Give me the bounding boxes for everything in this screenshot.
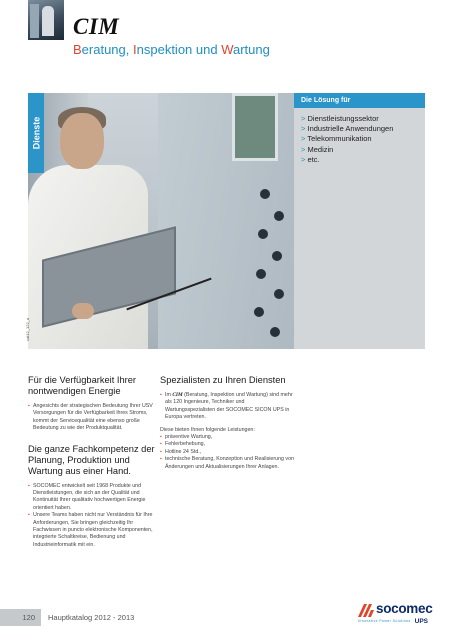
solution-box [294, 93, 425, 349]
logo-ups: UPS [414, 618, 428, 625]
section-tab-label: Dienste [31, 116, 42, 150]
subtitle-initial-b: B [73, 42, 82, 57]
section-tab-dienste [28, 93, 44, 173]
arrow-marker-icon: > [301, 154, 306, 164]
solution-heading: Die Lösung für [294, 93, 425, 108]
page-subtitle [73, 42, 270, 57]
solution-list [294, 114, 425, 165]
list-item: ▪ Unsere Teams haben nicht nur Verständnis für Ihre Anforderungen, Sie bringen gleichzeitig Ihr Fachwissen in puncto elektronische Komponenten, integrierte Schaltkreise, Bedienung und Industrieinformatik mit ein. [28, 512, 156, 549]
hero-photo [25, 93, 294, 349]
specialists-list [160, 392, 295, 422]
logo-tagline: Innovative Power Solutions [358, 619, 411, 623]
list-item: ▪ Im CIM (Beratung, Inspektion und Wartung) sind mehr als 120 Ingenieure, Techniker und Wartungsspezialisten der SOCOMEC SICON UPS in Europa vertreten. [160, 392, 295, 422]
heading-competence: Die ganze Fachkompetenz der Planung, Produktion und Wartung aus einer Hand. [28, 443, 155, 476]
list-item: ▪ Hotline 24 Std., [160, 449, 295, 456]
socomec-logo-icon [358, 604, 374, 617]
heading-availability: Für die Verfügbarkeit Ihrer nontwendigen Energie [28, 375, 136, 396]
solution-item: > Dienstleistungssektor [301, 114, 379, 123]
availability-list [28, 403, 156, 433]
text-column-left [28, 375, 156, 549]
list-item: ▪ Fehlerbehebung, [160, 441, 295, 448]
services-lead: Diese bieten Ihnen folgende Leistungen: [160, 426, 255, 433]
photo-credit: cat12_122_a [25, 317, 30, 341]
text-column-right [160, 375, 295, 471]
socomec-logo [358, 601, 433, 627]
arrow-marker-icon: > [301, 144, 306, 154]
subtitle-initial-i: I [133, 42, 137, 57]
solution-item: > Industrielle Anwendungen [301, 124, 394, 134]
logo-wordmark: socomec [376, 601, 433, 616]
catalog-title: Hauptkatalog 2012 - 2013 [48, 613, 135, 622]
solution-item: > Medizin [301, 144, 334, 154]
header-thumbnail-photo [28, 0, 64, 40]
subtitle-text-3: artung [233, 42, 270, 57]
solution-item: > Telekommunikation [301, 134, 372, 144]
subtitle-initial-w: W [221, 42, 233, 57]
list-item: ▪ präventive Wartung, [160, 434, 295, 441]
arrow-marker-icon: > [301, 114, 306, 123]
solution-item: > etc. [301, 154, 320, 164]
arrow-marker-icon: > [301, 124, 306, 134]
list-item: ▪ SOCOMEC entwickelt seit 1968 Produkte und Dienstleistungen, die sich an der Qualität und Kontinuität Ihrer qualitativ hochwertigen Energie orientiert haben. [28, 483, 156, 513]
page-number: 120 [0, 609, 41, 626]
subtitle-text-1: eratung, [81, 42, 133, 57]
arrow-marker-icon: > [301, 134, 306, 144]
competence-list [28, 483, 156, 550]
list-item: ▪ technische Beratung, Konzeption und Realisierung von Änderungen und Aktualisierungen Ihrer Anlagen. [160, 456, 295, 471]
subtitle-text-2: nspektion und [136, 42, 222, 57]
list-item: ▪ Angesichts der strategischen Bedeutung Ihrer USV Versorgungen für die Verfügbarkeit ihres Stroms, kommt der Servicequalität eine ebenso große Bedeutung zu wie der Produktqualität. [28, 403, 156, 433]
services-list [160, 434, 295, 471]
cim-brand: CIM [172, 392, 183, 398]
page-title: CIM [73, 14, 120, 39]
heading-specialists: Spezialisten zu Ihren Diensten [160, 375, 286, 385]
